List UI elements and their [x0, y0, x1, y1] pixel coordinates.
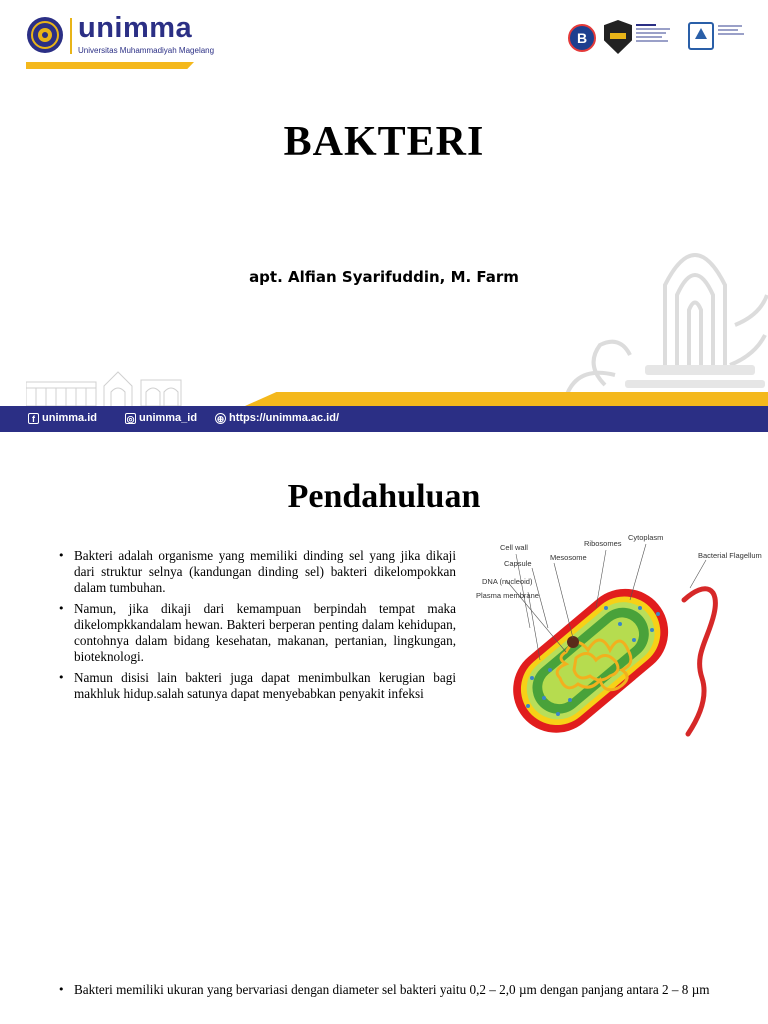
footer-bar: [0, 406, 768, 432]
university-logo: [26, 12, 215, 72]
bullet-item: • Namun, jika dikaji dari kemampuan berpindah tempat maka dikelompkkandalam hewan. Bakteri berperan penting dalam kehidupan, contohnya dalam bidang kesehatan, makanan, pertanian, lingkungan, bioteknologi.: [58, 601, 456, 665]
title-slide: [0, 0, 768, 432]
bottom-bullet-list: [58, 982, 720, 998]
mosque-decoration-icon: [545, 215, 768, 405]
brand-subtitle: Universitas Muhammadiyah Magelang: [78, 46, 215, 55]
brand-name: unimma: [78, 12, 193, 44]
footer-instagram[interactable]: [125, 412, 197, 424]
label-flagellum: Bacterial Flagellum: [698, 551, 762, 560]
label-cell-wall: Cell wall: [500, 543, 528, 552]
intro-slide: [0, 432, 768, 1024]
bullet-item: • Namun disisi lain bakteri juga dapat menimbulkan kerugian bagi makhluk hidup.salah satunya dapat menyebabkan penyakit infeksi: [58, 670, 456, 702]
slide-title: BAKTERI: [283, 119, 485, 165]
logo-underline: [26, 62, 194, 69]
bullet-item: • Bakteri adalah organisme yang memiliki dinding sel yang jika dikaji dari struktur selnya (kandungan dinding sel) bakteri dikelompokkan dalam tumbuhan.: [58, 548, 456, 596]
campus-building-icon: [26, 368, 186, 406]
gold-stripe: [245, 392, 768, 406]
label-capsule: Capsule: [504, 559, 532, 568]
flagellum-shape: [684, 589, 715, 734]
bullet-item: • Bakteri memiliki ukuran yang bervariasi dengan diameter sel bakteri yaitu 0,2 – 2,0 µm dengan panjang antara 2 – 8 µm: [58, 982, 720, 998]
website-url: https://unimma.ac.id/: [229, 412, 340, 424]
section-title: Pendahuluan: [287, 478, 481, 515]
label-ribosomes: Ribosomes: [584, 539, 622, 548]
logo-divider: [70, 18, 72, 54]
label-dna: DNA (nucleoid): [482, 577, 533, 586]
label-plasma-membrane: Plasma membrane: [476, 591, 539, 600]
bacteria-cell-diagram: [470, 528, 762, 740]
bullet-list: [58, 548, 456, 707]
globe-icon: ⊕: [216, 413, 225, 424]
badge-blu-icon: B: [568, 24, 596, 52]
accreditation-badges: [568, 20, 748, 56]
label-mesosome: Mesosome: [550, 553, 587, 562]
iso-badge-icon: [688, 22, 714, 50]
author-name: apt. Alfian Syarifuddin, M. Farm: [249, 268, 519, 286]
iso-text-icon: [718, 25, 748, 35]
facebook-handle: unimma.id: [42, 412, 98, 424]
badge-shield-icon: [604, 20, 632, 54]
university-seal-icon: [26, 16, 64, 54]
instagram-icon: ◎: [126, 413, 135, 424]
footer-facebook[interactable]: [28, 412, 97, 424]
label-cytoplasm: Cytoplasm: [628, 533, 664, 542]
ranking-badge-icon: [636, 24, 686, 42]
footer-website[interactable]: [215, 412, 339, 424]
instagram-handle: unimma_id: [139, 412, 198, 424]
facebook-icon: f: [28, 413, 39, 424]
